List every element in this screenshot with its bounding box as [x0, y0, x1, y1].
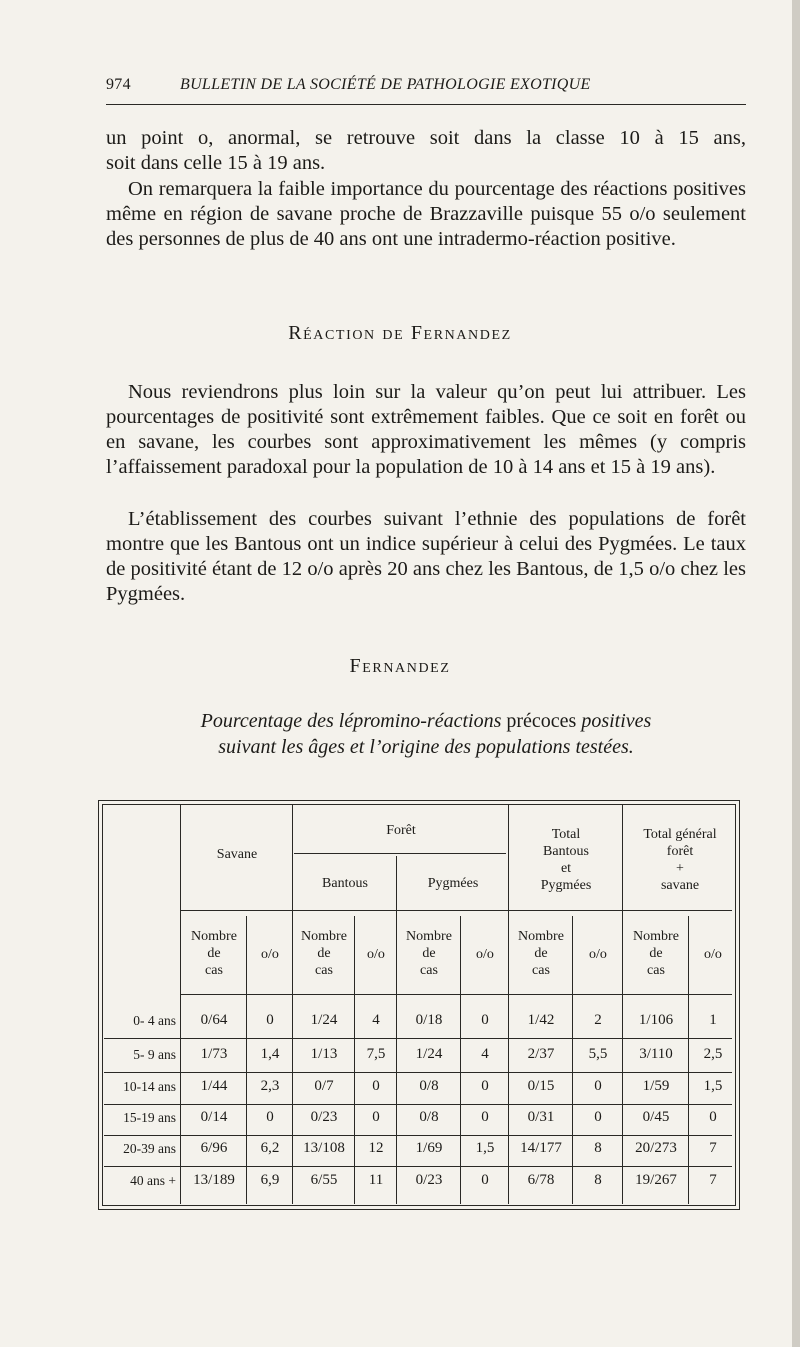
table-cell-pct: 2,3 — [260, 1078, 280, 1094]
table-cell-pct: 1,5 — [475, 1140, 495, 1156]
col-line-label — [180, 804, 181, 1204]
table-cell-count: 13/108 — [303, 1140, 345, 1156]
table-cell-count: 0/8 — [419, 1078, 439, 1094]
subheader-nombre-de-cas: Nombre de cas — [406, 929, 452, 978]
table-cell-pct: 0 — [372, 1109, 380, 1125]
table-cell-pct: 0 — [594, 1078, 602, 1094]
table-cell-pct: 12 — [368, 1140, 384, 1156]
header-foret: Forêt — [386, 823, 416, 838]
row-divider — [104, 1104, 732, 1105]
table-cell-count: 6/96 — [200, 1140, 228, 1156]
table-cell-count: 13/189 — [193, 1172, 235, 1188]
table-cell-count: 1/42 — [527, 1012, 555, 1028]
table-cell-count: 1/44 — [200, 1078, 228, 1094]
header-total-bantous-pygmees: Total Bantous et Pygmées — [540, 827, 592, 893]
col-line-general-pct — [688, 916, 689, 1204]
row-age-label: 20-39 ans — [123, 1141, 176, 1156]
table-cell-count: 1/59 — [642, 1078, 670, 1094]
table-cell-count: 3/110 — [639, 1046, 673, 1062]
table-cell-count: 1/13 — [310, 1046, 338, 1062]
header-bottom-line — [180, 910, 732, 911]
table-cell-count: 1/69 — [415, 1140, 443, 1156]
row-age-label: 15-19 ans — [123, 1110, 176, 1125]
table-cell-count: 0/23 — [415, 1172, 443, 1188]
running-header — [106, 76, 746, 105]
table-cell-count: 14/177 — [520, 1140, 562, 1156]
intro-line-1: un point o, anormal, se retrouve soit dans la classe 10 à 15 ans, — [106, 127, 746, 149]
table-cell-count: 1/73 — [200, 1046, 228, 1062]
subheader-pct: o/o — [261, 947, 279, 962]
subheader-pct: o/o — [476, 947, 494, 962]
table-cell-count: 0/18 — [415, 1012, 443, 1028]
table-caption — [106, 708, 746, 760]
row-age-label: 0- 4 ans — [133, 1013, 176, 1028]
col-line-savane-pct — [246, 916, 247, 1204]
row-divider — [104, 1166, 732, 1167]
table-cell-pct: 0 — [372, 1078, 380, 1094]
subheader-pct: o/o — [589, 947, 607, 962]
row-age-label: 10-14 ans — [123, 1079, 176, 1094]
caption-part-1: Pourcentage des lépromino-réactions — [200, 710, 502, 732]
table-cell-pct: 0 — [481, 1078, 489, 1094]
col-line-total — [622, 804, 623, 1204]
table-cell-pct: 1,5 — [703, 1078, 723, 1094]
table-cell-count: 6/55 — [310, 1172, 338, 1188]
subheader-nombre-de-cas: Nombre de cas — [301, 929, 347, 978]
caption-part-2: précoces — [501, 710, 582, 732]
table-cell-pct: 0 — [266, 1012, 274, 1028]
table-cell-count: 0/14 — [200, 1109, 228, 1125]
subheader-bottom-line — [180, 994, 732, 995]
table-cell-pct: 7 — [709, 1140, 717, 1156]
row-age-label: 40 ans + — [130, 1173, 176, 1188]
subheader-pct: o/o — [367, 947, 385, 962]
table-cell-pct: 0 — [481, 1012, 489, 1028]
col-line-savane — [292, 804, 293, 1204]
table-cell-pct: 11 — [368, 1172, 384, 1188]
header-bantous: Bantous — [322, 876, 368, 891]
table-cell-pct: 0 — [481, 1109, 489, 1125]
table-cell-count: 0/31 — [527, 1109, 555, 1125]
foret-underline — [294, 853, 506, 854]
table-cell-pct: 0 — [709, 1109, 717, 1125]
table-cell-pct: 0 — [594, 1109, 602, 1125]
table-cell-pct: 7,5 — [366, 1046, 386, 1062]
header-savane: Savane — [216, 847, 258, 862]
table-cell-pct: 1 — [709, 1012, 717, 1028]
header-total-general: Total général forêt + savane — [643, 827, 717, 893]
table-cell-count: 2/37 — [527, 1046, 555, 1062]
table-cell-pct: 8 — [594, 1172, 602, 1188]
col-line-pygmees-pct — [460, 916, 461, 1204]
row-age-label: 5- 9 ans — [133, 1047, 176, 1062]
col-line-bantous-pct — [354, 916, 355, 1204]
col-line-total-pct — [572, 916, 573, 1204]
caption-line-2: suivant les âges et l’origine des populations testées. — [218, 736, 634, 758]
caption-part-3: positives — [581, 710, 652, 732]
table-cell-pct: 4 — [372, 1012, 380, 1028]
table-cell-count: 0/23 — [310, 1109, 338, 1125]
table-cell-count: 1/24 — [415, 1046, 443, 1062]
section-paragraph-1: Nous reviendrons plus loin sur la valeur qu’on peut lui attribuer. Les pourcentages de positivité sont extrêmement faibles. Que ce soit en forêt ou en savane, les courbes sont approximativement les mêmes (y compris l’affaissement paradoxal pour la population de 10 à 14 ans et 15 à 19 ans). — [106, 381, 746, 478]
table-cell-count: 19/267 — [635, 1172, 677, 1188]
table-cell-count: 0/7 — [314, 1078, 334, 1094]
table-cell-pct: 0 — [481, 1172, 489, 1188]
table-cell-pct: 2 — [594, 1012, 602, 1028]
header-pygmees: Pygmées — [427, 876, 479, 891]
table-cell-pct: 6,2 — [260, 1140, 280, 1156]
table-cell-pct: 6,9 — [260, 1172, 280, 1188]
table-cell-count: 0/8 — [419, 1109, 439, 1125]
table-cell-pct: 4 — [481, 1046, 489, 1062]
subheader-nombre-de-cas: Nombre de cas — [191, 929, 237, 978]
table-cell-count: 0/15 — [527, 1078, 555, 1094]
table-cell-pct: 1,4 — [260, 1046, 280, 1062]
table-cell-count: 1/106 — [638, 1012, 674, 1028]
section-title-fernandez-reaction: Réaction de Fernandez — [288, 322, 512, 344]
row-divider — [104, 1038, 732, 1039]
page-number: 974 — [106, 76, 131, 93]
table-title: Fernandez — [349, 655, 451, 677]
col-line-pygmees — [508, 804, 509, 1204]
table-cell-count: 1/24 — [310, 1012, 338, 1028]
fernandez-table — [98, 800, 738, 1210]
table-cell-count: 6/78 — [527, 1172, 555, 1188]
table-cell-pct: 8 — [594, 1140, 602, 1156]
table-cell-pct: 0 — [266, 1109, 274, 1125]
row-divider — [104, 1135, 732, 1136]
intro-paragraph-1 — [106, 126, 746, 176]
table-cell-count: 0/45 — [642, 1109, 670, 1125]
table-cell-pct: 2,5 — [703, 1046, 723, 1062]
intro-paragraph-2: On remarquera la faible importance du pourcentage des réactions positives même en région de savane proche de Brazzaville puisque 55 o/o seulement des personnes de plus de 40 ans ont une intradermo-réaction positive. — [106, 178, 746, 250]
table-cell-count: 20/273 — [635, 1140, 677, 1156]
section-paragraph-2: L’établissement des courbes suivant l’ethnie des populations de forêt montre que les Bantous ont un indice supérieur à celui des Pygmées. Le taux de positivité étant de 12 o/o après 20 ans chez les Bantous, de 1,5 o/o chez les Pygmées. — [106, 508, 746, 605]
subheader-nombre-de-cas: Nombre de cas — [518, 929, 564, 978]
intro-line-2: soit dans celle 15 à 19 ans. — [106, 152, 326, 174]
row-divider — [104, 1072, 732, 1073]
table-cell-pct: 7 — [709, 1172, 717, 1188]
table-cell-pct: 5,5 — [588, 1046, 608, 1062]
col-line-bantous — [396, 856, 397, 1204]
subheader-nombre-de-cas: Nombre de cas — [633, 929, 679, 978]
journal-title: BULLETIN DE LA SOCIÉTÉ DE PATHOLOGIE EXOTIQUE — [180, 76, 591, 93]
subheader-pct: o/o — [704, 947, 722, 962]
table-cell-count: 0/64 — [200, 1012, 228, 1028]
